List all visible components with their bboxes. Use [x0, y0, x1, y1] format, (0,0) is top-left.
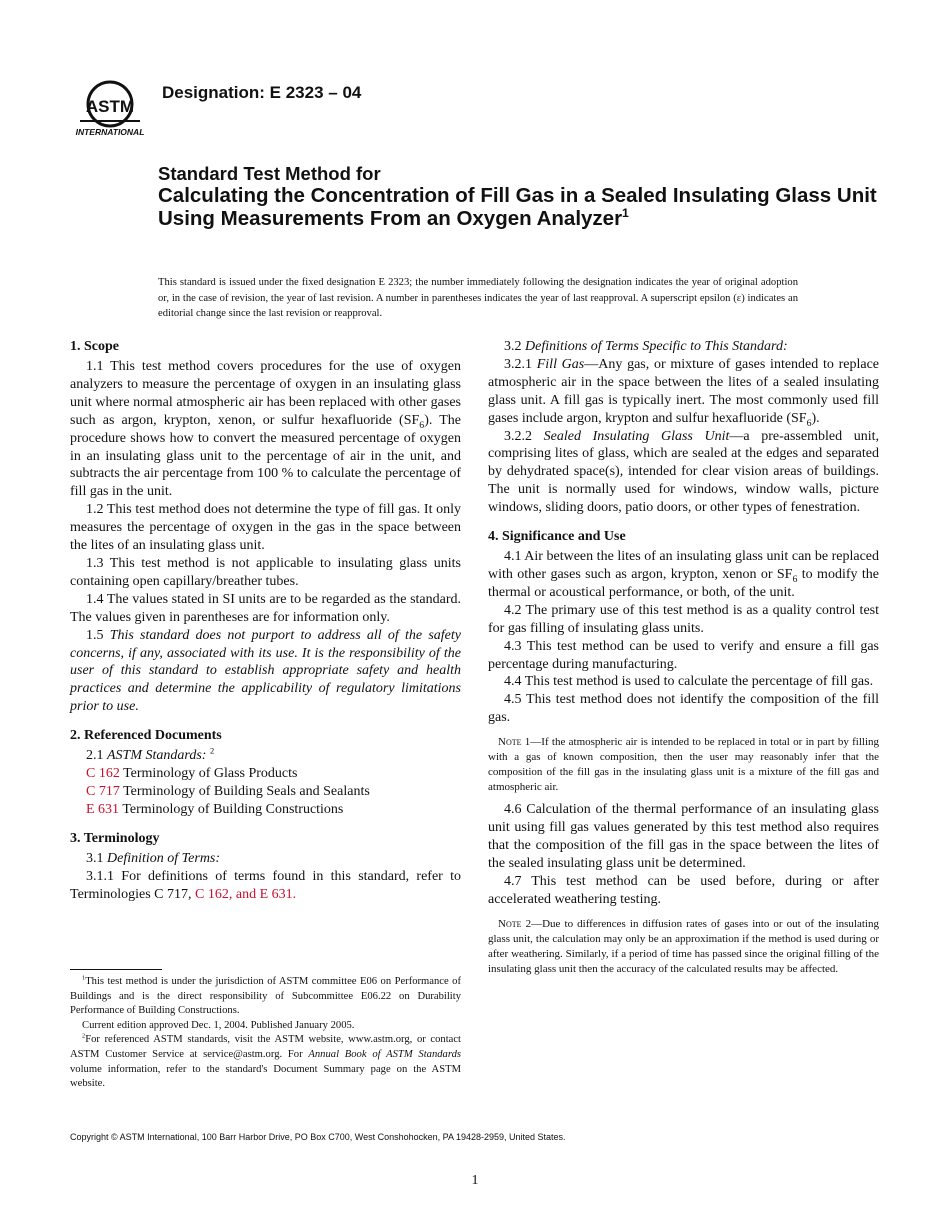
title-line1: Standard Test Method for	[158, 163, 381, 184]
paragraph-1-4: 1.4 The values stated in SI units are to be regarded as the standard. The values given in parentheses are for information only.	[70, 591, 461, 625]
footnote-1: $^1$This test method is under the jurisdiction of ASTM committee E06 on Performance of Buildings and is the direct responsibility of Subcommittee E06.22 on Durability Performance of Building Constructions.	[70, 974, 461, 1017]
section-heading-referenced-documents: 2. Referenced Documents	[70, 728, 222, 744]
document-title	[158, 163, 878, 230]
edition-note: Current edition approved Dec. 1, 2004. Published January 2005.	[82, 1019, 355, 1031]
footnotes	[70, 975, 461, 1092]
title-main-text: Calculating the Concentration of Fill Gas in a Sealed Insulating Glass Unit Using Measurements From an Oxygen Analyzer	[158, 184, 877, 230]
footnote-2: $^2$For referenced ASTM standards, visit the ASTM website, www.astm.org, or contact ASTM Customer Service at service@astm.org. For Annual Book of ASTM Standards volume information, refer to the standard's Document Summary page on the ASTM website.	[70, 1032, 461, 1090]
section-heading-terminology: 3. Terminology	[70, 830, 160, 846]
astm-international-seal-icon	[70, 78, 150, 140]
paragraph-3-2-2: 3.2.2 Sealed Insulating Glass Unit—a pre-assembled unit, comprising lites of glass, which are sealed at the edges and separated by dehydrated space(s), intended for clear vision areas of buildings. The unit is normally used for windows, window walls, picture windows, sliding doors, patio doors, or other types of fenestration.	[488, 428, 879, 516]
designation: Designation: E 2323 – 04	[162, 83, 362, 102]
paragraph-4-1: 4.1 Air between the lites of an insulating glass unit can be replaced with other gases such as argon, krypton, xenon or $SF_6$ to modify the thermal or acoustical performance, or both, of the unit.	[488, 549, 879, 600]
paragraph-3-2-1: 3.2.1 Fill Gas—Any gas, or mixture of gases intended to replace atmospheric air in the space between the lites of a sealed insulating glass unit. A fill gas is typically inert. The most commonly used fill gases include argon, krypton and sulfur hexafluoride $(SF_6)$.	[488, 356, 880, 429]
reference-link-c162[interactable]: C 162	[86, 766, 120, 782]
paragraph-4-2: 4.2 The primary use of this test method is as a quality control test for gas filling of insulating glass units.	[488, 602, 879, 636]
terminology-reference-link[interactable]: C 162, and E 631.	[195, 886, 297, 902]
paragraph-4-6: 4.6 Calculation of the thermal performance of an insulating glass unit using fill gas values generated by this test method also requires that the composition of the fill gas in the space between the lites of the sealed insulating glass unit be determined.	[488, 802, 879, 871]
section-heading-scope: 1. Scope	[70, 339, 119, 354]
reference-item-e631: E 631 Terminology of Building Constructions	[86, 801, 344, 817]
copyright-notice: Copyright © ASTM International, 100 Barr Harbor Drive, PO Box C700, West Conshohocken, PA 19428-2959, United States.	[70, 1132, 566, 1142]
paragraph-1-2: 1.2 This test method does not determine the type of fill gas. It only measures the percentage of oxygen in the gas in the space between the lites of an insulating glass unit.	[70, 502, 461, 554]
paragraph-3-1-1: 3.1.1 For definitions of terms found in this standard, refer to Terminologies C 717, C 162, and E 631.	[70, 868, 461, 902]
title-footnote-mark: 1	[622, 205, 629, 220]
logo-text-bottom: INTERNATIONAL	[75, 127, 145, 137]
paragraph-4-7: 4.7 This test method can be used before, during or after accelerated weathering testing.	[488, 873, 879, 907]
paragraph-3-2: 3.2 Definitions of Terms Specific to This Standard:	[504, 339, 788, 354]
paragraph-1-3: 1.3 This test method is not applicable to insulating glass units containing open capillary/breather tubes.	[70, 555, 461, 589]
right-column	[488, 338, 879, 983]
paragraph-4-3: 4.3 This test method can be used to verify and ensure a fill gas percentage during manufacturing.	[488, 638, 879, 672]
reference-item-c162: C 162 Terminology of Glass Products	[86, 766, 298, 782]
reference-link-c717[interactable]: C 717	[86, 783, 120, 799]
paragraph-2-1: 2.1 ASTM Standards: $^2$	[86, 746, 215, 764]
footnote-divider	[70, 969, 162, 970]
paragraph-4-4: 4.4 This test method is used to calculate the percentage of fill gas.	[504, 674, 874, 690]
paragraph-4-5: 4.5 This test method does not identify the composition of the fill gas.	[488, 692, 879, 726]
reference-link-e631[interactable]: E 631	[86, 801, 120, 817]
reference-item-c717: C 717 Terminology of Building Seals and Sealants	[86, 783, 370, 799]
paragraph-3-1: 3.1 Definition of Terms:	[86, 850, 221, 866]
paragraph-1-1: 1.1 This test method covers procedures for the use of oxygen analyzers to measure the percentage of oxygen in an insulating glass unit where normal atmospheric air has been replaced with other gases such as argon, krypton, xenon, or sulfur hexafluoride $(SF_6)$. The procedure shows how to convert the measured percentage of oxygen in an insulating glass unit to the percentage of air in the unit, and subtracts the air percentage from 100 % to calculate the percentage of fill gas in the unit.	[70, 359, 461, 500]
note-1: Note 1—If the atmospheric air is intended to be replaced in total or in part by filling with a gas of known composition, then the user may reasonably infer that the composition of the fill gas in the insulating glass unit is a mixture of the fill gas and atmospheric air.	[488, 736, 879, 794]
paragraph-1-5: 1.5 This standard does not purport to address all of the safety concerns, if any, associated with its use. It is the responsibility of the user of this standard to establish appropriate safety and health practices and determine the applicability of regulatory limitations prior to use.	[70, 627, 461, 715]
left-column	[70, 338, 461, 903]
logo-text-top: ASTM	[85, 97, 135, 116]
title-main	[158, 185, 878, 230]
page-number: 1	[471, 1173, 479, 1188]
section-heading-significance: 4. Significance and Use	[488, 529, 626, 545]
note-2: Note 2—Due to differences in diffusion rates of gases into or out of the insulating glass unit, the calculation may only be an approximation if the method is used during or after weathering. Similarly, if a period of time has passed since the original filling of the insulating glass unit then the accuracy of the calculated results may be affected.	[488, 917, 879, 975]
issue-note: This standard is issued under the fixed designation E 2323; the number immediately following the designation indicates the year of original adoption or, in the case of revision, the year of last revision. A number in parentheses indicates the year of last reapproval. A superscript epsilon (ε) indicates an editorial change since the last revision or reapproval.	[158, 277, 798, 319]
